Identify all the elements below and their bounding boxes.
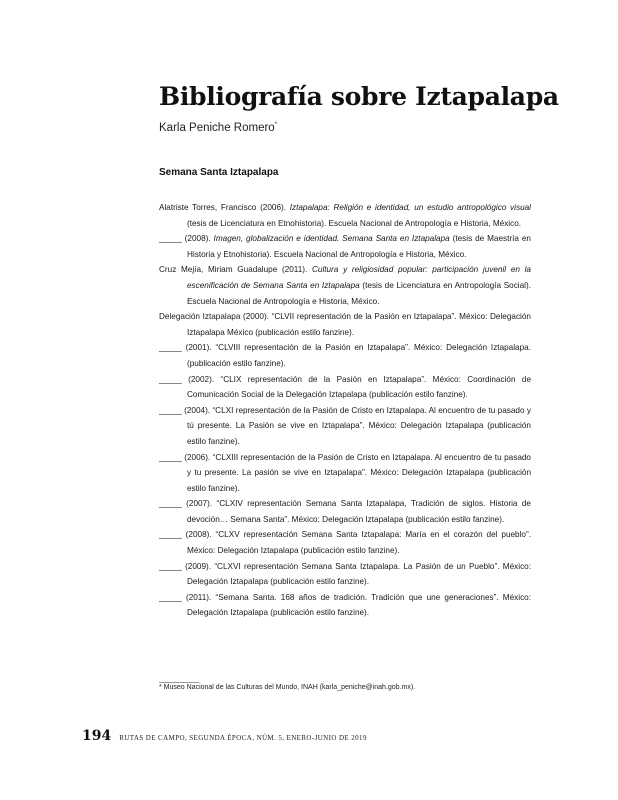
bibliography-entry bbox=[159, 450, 531, 497]
running-head: RUTAS DE CAMPO, SEGUNDA ÉPOCA, NÚM. 5, ENERO-JUNIO DE 2019 bbox=[119, 734, 367, 742]
entry-tail: (tesis de Maestría en Historia y Etnohistoria). Escuela Nacional de Antropología e Historia, México. bbox=[187, 234, 531, 259]
entry-lead: _____ (2009). “CLXVI representación Semana Santa Iztapalapa. La Pasión de un Pueblo”. México: Delegación Iztapalapa (publicación estilo fanzine). bbox=[159, 561, 531, 587]
author-line bbox=[159, 122, 277, 134]
bibliography-entry bbox=[159, 590, 531, 621]
entry-lead: Cruz Mejía, Miriam Guadalupe (2011). bbox=[159, 265, 312, 275]
entry-lead: Delegación Iztapalapa (2000). “CLVII representación de la Pasión en Iztapalapa”. México: Delegación Iztapalapa México (publicación estilo fanzine). bbox=[159, 312, 531, 337]
bibliography-entry bbox=[159, 231, 531, 262]
entry-lead: _____ (2001). “CLVIII representación de la Pasión en Iztapalapa”. México: Delegación Iztapalapa. (publicación estilo fanzine). bbox=[159, 343, 531, 368]
author-footnote-mark: * bbox=[274, 122, 278, 129]
entry-tail: (tesis de Licenciatura en Antropología Social). Escuela Nacional de Antropología e Historia, México. bbox=[187, 280, 531, 306]
page-number: 194 bbox=[82, 728, 112, 744]
bibliography-entry bbox=[159, 200, 531, 231]
author-name: Karla Peniche Romero bbox=[159, 122, 275, 134]
entry-lead: _____ (2008). bbox=[159, 234, 214, 244]
entry-lead: _____ (2006). “CLXIII representación de la Pasión de Cristo en Iztapalapa. Al encuentro de tu pasado y tu presente. La pasión se vive en Iztapalapa”. México: Delegación Iztapalapa (publicación estilo fanzine). bbox=[159, 452, 531, 493]
bibliography-entry bbox=[159, 559, 531, 590]
page-footer bbox=[82, 727, 367, 745]
entry-lead: _____ (2004). “CLXI representación de la Pasión de Cristo en Iztapalapa. Al encuentro de tu pasado y tú presente. La Pasión se vive en Iztapalapa”. México: Delegación Iztapalapa (publicación estilo fanzine). bbox=[159, 405, 531, 446]
footnote: * Museo Nacional de las Culturas del Mundo, INAH (karla_peniche@inah.gob.mx). bbox=[159, 684, 416, 691]
bibliography-entry bbox=[159, 309, 531, 340]
entry-lead: Alatriste Torres, Francisco (2006). bbox=[159, 203, 290, 212]
bibliography-entry bbox=[159, 496, 531, 527]
entry-lead: _____ (2008). “CLXV representación Semana Santa Iztapalapa: María en el corazón del pueblo”. México: Delegación Iztapalapa (publicación estilo fanzine). bbox=[159, 530, 531, 556]
bibliography-entry bbox=[159, 403, 531, 450]
bibliography-list bbox=[159, 200, 531, 621]
entry-tail: (tesis de Licenciatura en Etnohistoria). Escuela Nacional de Antropología e Historia, México. bbox=[187, 218, 522, 228]
entry-work: Iztapalapa: Religión e identidad, un estudio antropológico visual bbox=[289, 203, 531, 212]
article-title: Bibliografía sobre Iztapalapa bbox=[159, 82, 559, 111]
entry-work: Cultura y religiosidad popular: participación juvenil en la escenificación de Semana Santa en Iztapalapa bbox=[187, 265, 531, 290]
bibliography-entry bbox=[159, 527, 531, 558]
bibliography-entry bbox=[159, 372, 531, 403]
footnote-rule bbox=[159, 682, 199, 683]
section-heading: Semana Santa Iztapalapa bbox=[159, 167, 279, 178]
entry-lead: _____ (2007). “CLXIV representación Semana Santa Iztapalapa, Tradición de siglos. Historia de devoción… Semana Santa”. México: Delegación Iztapalapa (publicación estilo fanzine). bbox=[159, 499, 531, 524]
bibliography-entry bbox=[159, 340, 531, 371]
entry-lead: _____ (2002). “CLIX representación de la Pasión en Iztapalapa”. México: Coordinación de Comunicación Social de la Delegación Iztapalapa (publicación estilo fanzine). bbox=[159, 374, 531, 400]
entry-work: Imagen, globalización e identidad. Semana Santa en Iztapalapa bbox=[213, 234, 450, 244]
bibliography-entry bbox=[159, 262, 531, 309]
entry-lead: _____ (2011). “Semana Santa. 168 años de tradición. Tradición que une generaciones”. México: Delegación Iztapalapa (publicación estilo fanzine). bbox=[159, 592, 531, 618]
